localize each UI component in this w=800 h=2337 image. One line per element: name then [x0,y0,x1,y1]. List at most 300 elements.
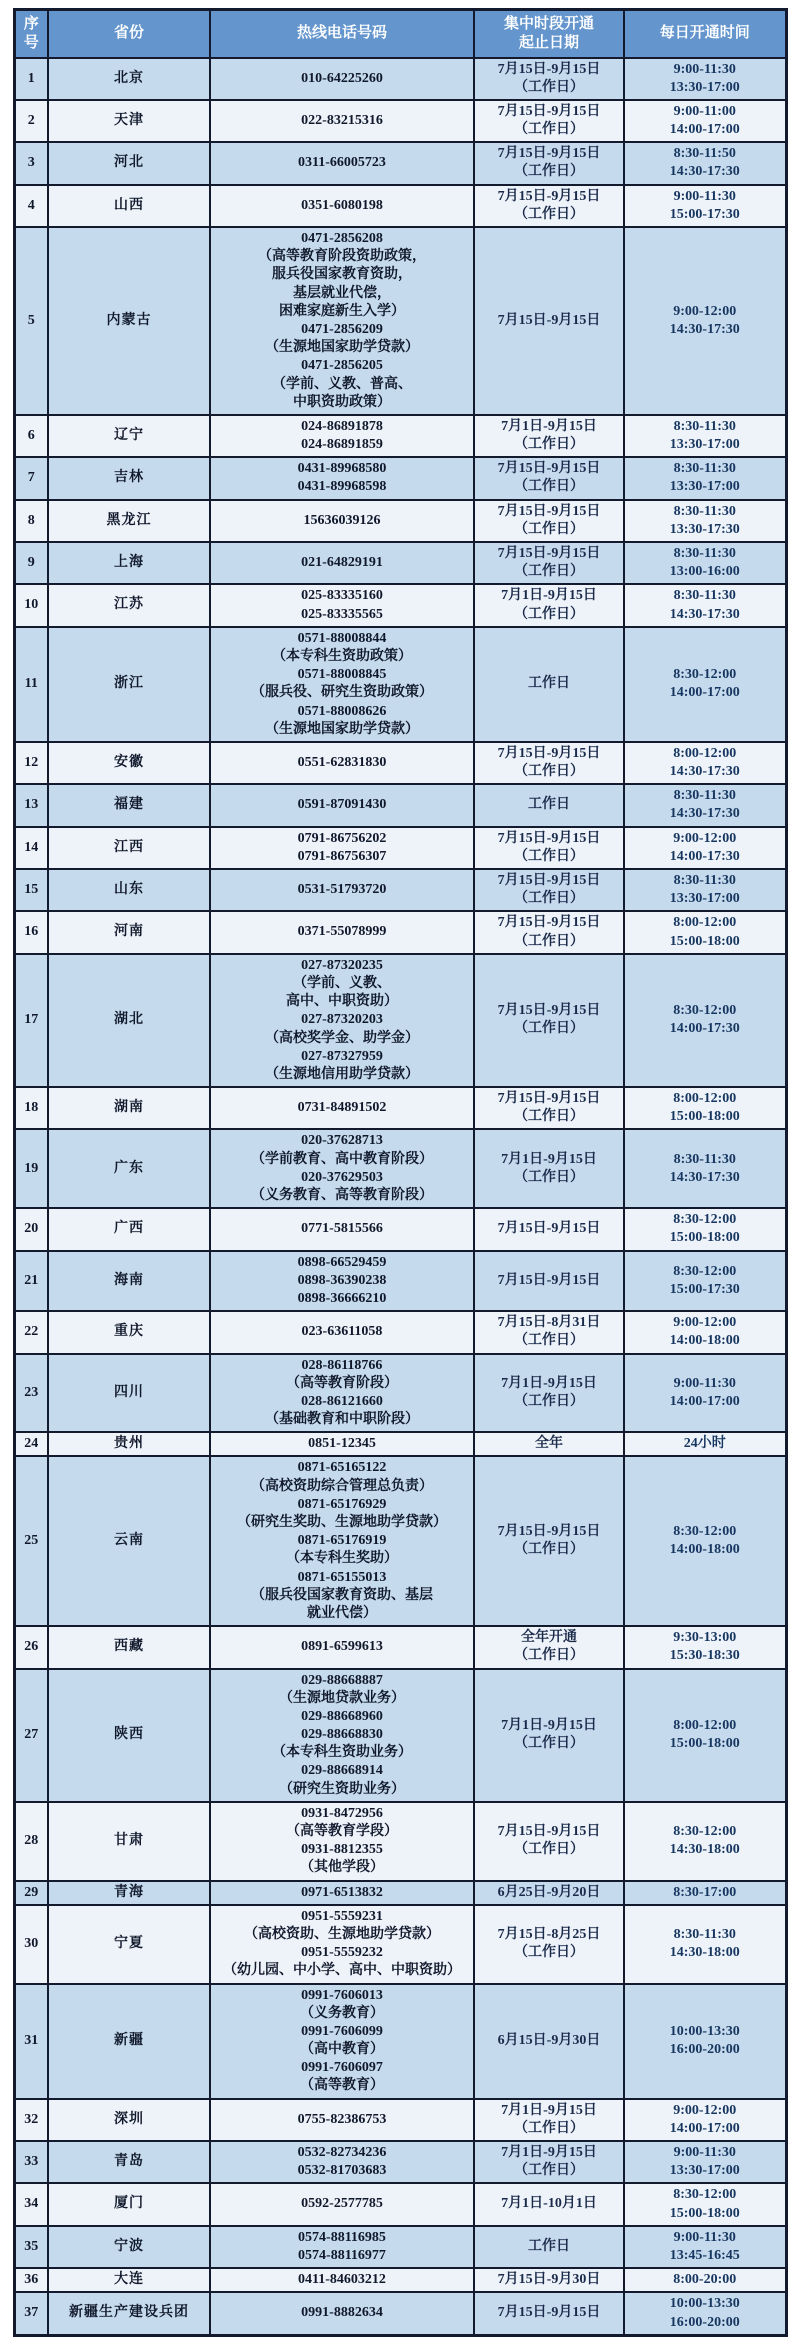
table.rows.5.times-line: 13:30-17:00 [669,437,740,453]
table.rows.24.times-line: 8:30-12:00 [673,1524,737,1540]
phone-cell [210,1354,474,1433]
daily-hours-cell [624,911,786,953]
province-cell: 广西 [48,1208,210,1250]
table.rows.11.dates-line: 7月15日-9月15日 [497,745,601,761]
table-row [14,185,786,227]
daily-hours-cell [624,1208,786,1250]
table.rows.13.phones-line: 0791-86756202 [297,830,387,846]
table.rows.33.times-line: 15:00-18:00 [669,2205,740,2221]
table.rows.12.dates-line: 工作日 [528,797,570,813]
table.rows.7.dates-line: （工作日） [514,521,584,537]
table.rows.7.times-line: 13:30-17:30 [669,521,740,537]
table.rows.5.dates-line: 7月1日-9月15日 [501,418,597,434]
table.rows.28.dates-line: 6月25日-9月20日 [497,1884,601,1900]
table.rows.13.dates-line: 7月15日-9月15日 [497,830,601,846]
serial-number-cell: 35 [14,2226,48,2268]
phone-cell [210,627,474,742]
table.rows.3.times-line: 15:00-17:30 [669,206,740,222]
daily-hours-cell [624,457,786,499]
daily-hours-cell [624,542,786,584]
table.rows.21.times-line: 14:00-18:00 [669,1333,740,1349]
header-province: 省份 [48,10,210,58]
table.rows.31.times-line: 14:00-17:00 [669,2120,740,2136]
table.rows.22.phones-line: 028-86121660 [301,1393,383,1409]
table.rows.22.dates-line: 7月1日-9月15日 [501,1375,597,1391]
table.rows.5.times-line: 8:30-11:30 [673,418,736,434]
table.rows.25.dates-line: （工作日） [514,1648,584,1664]
daily-hours-cell [624,415,786,457]
province-cell: 辽宁 [48,415,210,457]
phone-cell [210,869,474,911]
table.rows.5.phones-line: 024-86891859 [301,437,383,453]
table.rows.16.phones-line: 027-87320203 [301,1012,383,1028]
table.rows.27.dates-line: （工作日） [514,1842,584,1858]
table.rows.27.times-line: 14:30-18:00 [669,1842,740,1858]
table.rows.24.dates-line: 7月15日-9月15日 [497,1524,601,1540]
province-cell: 安徽 [48,742,210,784]
serial-number-cell: 25 [14,1456,48,1626]
table.rows.22.phones-line: 028-86118766 [301,1357,383,1373]
table.rows.6.times-line: 8:30-11:30 [673,461,736,477]
open-period-cell [474,627,624,742]
phone-cell [210,142,474,184]
table.rows.11.times-line: 14:30-17:30 [669,764,740,780]
table.rows.34.dates-line: 工作日 [528,2238,570,2254]
table.rows.16.phones-line: （学前、义教、 [293,975,391,991]
daily-hours-cell [624,2268,786,2292]
phone-cell [210,2268,474,2292]
phone-cell [210,1208,474,1250]
table.rows.18.phones-line: （学前教育、高中教育阶段） [251,1151,433,1167]
table.rows.20.phones-line: 0898-66529459 [297,1254,387,1270]
open-period-cell [474,1354,624,1433]
table.rows.2.phones-line: 0311-66005723 [298,155,386,171]
open-period-cell [474,1802,624,1881]
province-cell: 深圳 [48,2099,210,2141]
province-cell: 北京 [48,58,210,100]
table.rows.13.times-line: 14:00-17:30 [669,848,740,864]
phone-cell [210,2292,474,2335]
table.rows.10.phones-line: 0571-88008845 [297,667,387,683]
province-cell: 内蒙古 [48,227,210,415]
serial-number-cell: 12 [14,742,48,784]
daily-hours-cell [624,1881,786,1905]
table.rows.12.times-line: 14:30-17:30 [669,806,740,822]
table.rows.21.dates-line: 7月15日-8月31日 [497,1315,601,1331]
table.rows.15.dates-line: 7月15日-9月15日 [497,915,601,931]
table-row [14,415,786,457]
province-cell: 青海 [48,1881,210,1905]
serial-number-cell: 33 [14,2141,48,2183]
open-period-cell [474,1669,624,1802]
table.rows.15.times-line: 8:00-12:00 [673,915,737,931]
table.rows.36.times-line: 16:00-20:00 [669,2314,740,2330]
province-cell: 海南 [48,1251,210,1312]
table.rows.23.dates-line: 全年 [535,1436,563,1452]
table.rows.17.times-line: 15:00-18:00 [669,1109,740,1125]
province-cell: 黑龙江 [48,500,210,542]
daily-hours-cell [624,2183,786,2225]
table.rows.20.times-line: 15:00-17:30 [669,1281,740,1297]
phone-cell [210,1087,474,1129]
table-row [14,1311,786,1353]
phone-cell [210,1905,474,1984]
table.rows.16.times-line: 8:30-12:00 [673,1003,737,1019]
table.rows.12.times-line: 8:30-11:30 [673,788,736,804]
phone-cell [210,500,474,542]
table.rows.4.phones-line: 中职资助政策） [293,394,391,410]
table.rows.30.phones-line: 0991-7606097 [301,2060,383,2076]
province-cell: 河南 [48,911,210,953]
phone-cell [210,227,474,415]
serial-number-cell: 10 [14,584,48,626]
province-cell: 山东 [48,869,210,911]
table.rows.21.phones-line: 023-63611058 [301,1324,383,1340]
phone-cell [210,58,474,100]
open-period-cell [474,142,624,184]
table.rows.0.times-line: 13:30-17:00 [669,79,740,95]
table.rows.10.times-line: 8:30-12:00 [673,667,737,683]
table.rows.26.phones-line: 029-88668887 [301,1672,383,1688]
daily-hours-cell [624,784,786,826]
table.rows.31.phones-line: 0755-82386753 [297,2111,387,2127]
serial-number-cell: 28 [14,1802,48,1881]
table.rows.10.phones-line: （服兵役、研究生资助政策） [251,685,433,701]
phone-cell [210,1311,474,1353]
daily-hours-cell [624,2292,786,2335]
phone-cell [210,1456,474,1626]
table.rows.4.phones-line: （学前、义教、普高、 [272,376,412,392]
province-cell: 新疆生产建设兵团 [48,2292,210,2335]
table.rows.14.dates-line: 7月15日-9月15日 [497,873,601,888]
table-row [14,100,786,142]
table-row [14,1432,786,1456]
table-row [14,627,786,742]
open-period-cell [474,1129,624,1208]
table.rows.13.times-line: 9:00-12:00 [673,830,737,846]
table.rows.4.phones-line: （生源地国家助学贷款） [265,340,419,356]
table.rows.29.times-line: 14:30-18:00 [669,1945,740,1961]
table.rows.32.dates-line: 7月1日-9月15日 [501,2145,597,2160]
serial-number-cell: 6 [14,415,48,457]
phone-cell [210,742,474,784]
table.rows.15.times-line: 15:00-18:00 [669,933,740,949]
table-row [14,1087,786,1129]
open-period-cell [474,869,624,911]
open-period-cell [474,2099,624,2141]
table.rows.26.phones-line: （生源地贷款业务） [279,1690,405,1706]
table.rows.20.phones-line: 0898-36666210 [297,1290,387,1306]
table.rows.30.times-line: 10:00-13:30 [669,2023,740,2039]
table.rows.18.times-line: 14:30-17:30 [669,1169,740,1185]
daily-hours-cell [624,627,786,742]
table.rows.8.dates-line: 7月15日-9月15日 [497,546,601,561]
table.rows.21.dates-line: （工作日） [514,1333,584,1349]
table.rows.31.dates-line: 7月1日-9月15日 [501,2102,597,2118]
table.rows.8.dates-line: （工作日） [514,564,584,580]
daily-hours-cell [624,1456,786,1626]
table.rows.18.phones-line: 020-37628713 [301,1133,383,1149]
table.rows.22.phones-line: （高等教育阶段） [286,1375,398,1391]
table.rows.29.dates-line: 7月15日-8月25日 [497,1926,601,1942]
table.rows.4.phones-line: （高等教育阶段资助政策， [258,249,426,265]
table.rows.32.phones-line: 0532-82734236 [297,2145,387,2160]
table.rows.16.phones-line: （生源地信用助学贷款） [265,1066,419,1082]
table-row [14,1208,786,1250]
table.rows.3.phones-line: 0351-6080198 [301,197,383,213]
daily-hours-cell [624,2099,786,2141]
phone-cell [210,1129,474,1208]
table.rows.28.times-line: 8:30-17:00 [673,1884,737,1900]
table.rows.33.dates-line: 7月1日-10月1日 [501,2196,597,2212]
phone-cell [210,2226,474,2268]
table.rows.16.times-line: 14:00-17:30 [669,1021,740,1037]
table.rows.22.dates-line: （工作日） [514,1393,584,1409]
table.rows.29.phones-line: （高校资助、生源地助学贷款） [244,1926,440,1942]
daily-hours-cell [624,227,786,415]
daily-hours-cell [624,100,786,142]
open-period-cell [474,100,624,142]
province-cell: 浙江 [48,627,210,742]
open-period-cell [474,457,624,499]
table.rows.10.times-line: 14:00-17:00 [669,685,740,701]
table.rows.4.phones-line: 服兵役国家教育资助， [272,267,412,283]
table.rows.32.dates-line: （工作日） [514,2163,584,2179]
table.rows.32.times-line: 13:30-17:00 [669,2163,740,2179]
daily-hours-cell [624,500,786,542]
table.rows.33.phones-line: 0592-2577785 [301,2196,383,2212]
open-period-cell [474,2226,624,2268]
serial-number-cell: 7 [14,457,48,499]
phone-cell [210,2183,474,2225]
table.rows.16.phones-line: 027-87327959 [301,1048,383,1064]
table-row [14,1802,786,1881]
table.rows.35.phones-line: 0411-84603212 [298,2272,386,2288]
serial-number-cell: 26 [14,1626,48,1668]
table.rows.26.dates-line: 7月1日-9月15日 [501,1717,597,1733]
phone-cell [210,1984,474,2099]
daily-hours-cell [624,142,786,184]
table.rows.7.times-line: 8:30-11:30 [673,503,736,519]
table.rows.1.phones-line: 022-83215316 [301,112,383,128]
table.rows.34.phones-line: 0574-88116977 [298,2247,386,2263]
table.rows.18.dates-line: （工作日） [514,1169,584,1185]
table.rows.4.phones-line: 0471-2856208 [301,231,383,246]
province-cell: 贵州 [48,1432,210,1456]
serial-number-cell: 21 [14,1251,48,1312]
table.rows.5.dates-line: （工作日） [514,437,584,453]
serial-number-cell: 22 [14,1311,48,1353]
header-open-period [474,10,624,58]
province-cell: 重庆 [48,1311,210,1353]
table.rows.4.dates-line: 7月15日-9月15日 [497,312,601,328]
table.rows.26.phones-line: 029-88668830 [301,1727,383,1743]
table.rows.30.phones-line: （义务教育） [300,2005,384,2021]
serial-number-cell: 9 [14,542,48,584]
province-cell: 福建 [48,784,210,826]
phone-cell [210,1626,474,1668]
province-cell: 江苏 [48,584,210,626]
daily-hours-cell [624,1354,786,1433]
table.rows.6.dates-line: （工作日） [514,479,584,495]
table-row [14,1456,786,1626]
table-row [14,742,786,784]
serial-number-cell: 14 [14,827,48,869]
phone-cell [210,457,474,499]
open-period-cell [474,2141,624,2183]
student-aid-hotline-table [13,8,788,2337]
table.rows.27.dates-line: 7月15日-9月15日 [497,1824,601,1839]
table.rows.35.dates-line: 7月15日-9月30日 [497,2272,601,2288]
table.rows.30.phones-line: 0991-7606099 [301,2023,383,2039]
table.rows.17.phones-line: 0731-84891502 [297,1100,387,1116]
phone-cell [210,2141,474,2183]
table.rows.34.times-line: 13:45-16:45 [669,2247,740,2263]
table-body [14,58,786,2336]
table.rows.1.dates-line: 7月15日-9月15日 [497,103,601,119]
table-row [14,1881,786,1905]
daily-hours-cell [624,185,786,227]
daily-hours-cell [624,1311,786,1353]
table.rows.6.phones-line: 0431-89968580 [297,461,387,477]
table.rows.32.times-line: 9:00-11:30 [673,2145,736,2160]
daily-hours-cell [624,1251,786,1312]
serial-number-cell: 2 [14,100,48,142]
table.rows.16.phones-line: 高中、中职资助） [286,994,398,1010]
table.rows.8.phones-line: 021-64829191 [301,555,383,571]
open-period-cell [474,1984,624,2099]
table.rows.9.dates-line: （工作日） [514,606,584,622]
province-cell: 宁夏 [48,1905,210,1984]
table.rows.26.phones-line: （本专科生资助业务） [272,1745,412,1761]
daily-hours-cell [624,2141,786,2183]
table-row [14,500,786,542]
table.rows.26.phones-line: 029-88668914 [301,1763,383,1779]
open-period-cell [474,954,624,1087]
phone-cell [210,954,474,1087]
serial-number-cell: 27 [14,1669,48,1802]
serial-number-cell: 19 [14,1129,48,1208]
table.rows.24.phones-line: 0871-65176919 [297,1533,387,1549]
phone-cell [210,1881,474,1905]
table.rows.3.times-line: 9:00-11:30 [673,188,736,204]
table.rows.18.phones-line: （义务教育、高等教育阶段） [251,1188,433,1203]
serial-number-cell: 32 [14,2099,48,2141]
table.rows.21.times-line: 9:00-12:00 [673,1315,737,1331]
serial-number-cell: 29 [14,1881,48,1905]
table.rows.25.phones-line: 0891-6599613 [301,1639,383,1655]
table-row [14,954,786,1087]
table.rows.26.dates-line: （工作日） [514,1736,584,1752]
daily-hours-cell [624,1087,786,1129]
table.rows.26.times-line: 15:00-18:00 [669,1736,740,1752]
open-period-cell [474,415,624,457]
table.rows.29.phones-line: 0951-5559231 [301,1908,383,1924]
table.rows.20.times-line: 8:30-12:00 [673,1263,737,1279]
province-cell: 厦门 [48,2183,210,2225]
table-row [14,584,786,626]
table-row [14,2141,786,2183]
province-cell: 陕西 [48,1669,210,1802]
table.rows.22.times-line: 9:00-11:30 [673,1375,736,1391]
table.rows.36.phones-line: 0991-8882634 [301,2305,383,2321]
serial-number-cell: 34 [14,2183,48,2225]
table.rows.33.times-line: 8:30-12:00 [673,2187,737,2203]
daily-hours-cell [624,869,786,911]
table.rows.34.times-line: 9:00-11:30 [673,2229,736,2245]
table.rows.12.phones-line: 0591-87091430 [297,797,387,813]
daily-hours-cell [624,1129,786,1208]
province-cell: 天津 [48,100,210,142]
table-row [14,869,786,911]
serial-number-cell: 13 [14,784,48,826]
table.rows.27.phones-line: （高等教育学段） [286,1824,398,1839]
table.rows.2.dates-line: 7月15日-9月15日 [497,146,601,162]
table.rows.24.phones-line: （本专科生奖助） [286,1551,398,1567]
table-row [14,1984,786,2099]
table.rows.10.phones-line: 0571-88008844 [297,630,387,646]
open-period-cell [474,2183,624,2225]
province-cell: 青岛 [48,2141,210,2183]
table.rows.5.phones-line: 024-86891878 [301,418,383,434]
table.rows.25.dates-line: 全年开通 [521,1630,577,1646]
province-cell: 云南 [48,1456,210,1626]
table.rows.0.times-line: 9:00-11:30 [673,61,736,77]
table.rows.24.dates-line: （工作日） [514,1542,584,1558]
serial-number-cell: 24 [14,1432,48,1456]
table.rows.30.times-line: 16:00-20:00 [669,2042,740,2058]
open-period-cell [474,1208,624,1250]
table.rows.0.dates-line: （工作日） [514,79,584,95]
open-period-cell [474,827,624,869]
table-row [14,784,786,826]
table-row [14,911,786,953]
table.rows.9.phones-line: 025-83335160 [301,588,383,604]
open-period-cell [474,500,624,542]
table.rows.4.times-line: 9:00-12:00 [673,303,737,319]
table.rows.8.times-line: 8:30-11:30 [673,546,736,561]
phone-cell [210,1669,474,1802]
daily-hours-cell [624,58,786,100]
table.rows.15.phones-line: 0371-55078999 [297,924,387,940]
province-cell: 吉林 [48,457,210,499]
open-period-cell [474,542,624,584]
table-row [14,2226,786,2268]
table-row [14,827,786,869]
table.rows.19.times-line: 8:30-12:00 [673,1212,737,1228]
table.rows.6.phones-line: 0431-89968598 [297,479,387,495]
table.rows.9.times-line: 8:30-11:30 [673,588,736,604]
open-period-cell [474,1251,624,1312]
table.rows.19.times-line: 15:00-18:00 [669,1230,740,1246]
table.rows.13.dates-line: （工作日） [514,848,584,864]
table.rows.29.phones-line: 0951-5559232 [301,1945,383,1961]
province-cell: 宁波 [48,2226,210,2268]
table-row [14,2099,786,2141]
table.rows.3.dates-line: （工作日） [514,206,584,222]
province-cell: 广东 [48,1129,210,1208]
serial-number-cell: 31 [14,1984,48,2099]
province-cell: 西藏 [48,1626,210,1668]
open-period-cell [474,742,624,784]
table.rows.17.times-line: 8:00-12:00 [673,1091,737,1107]
header-serial-number: 序号 [14,10,48,58]
table.rows.26.phones-line: （研究生资助业务） [279,1781,405,1797]
phone-cell [210,100,474,142]
open-period-cell [474,584,624,626]
table-row [14,2183,786,2225]
table.rows.16.dates-line: （工作日） [514,1021,584,1037]
